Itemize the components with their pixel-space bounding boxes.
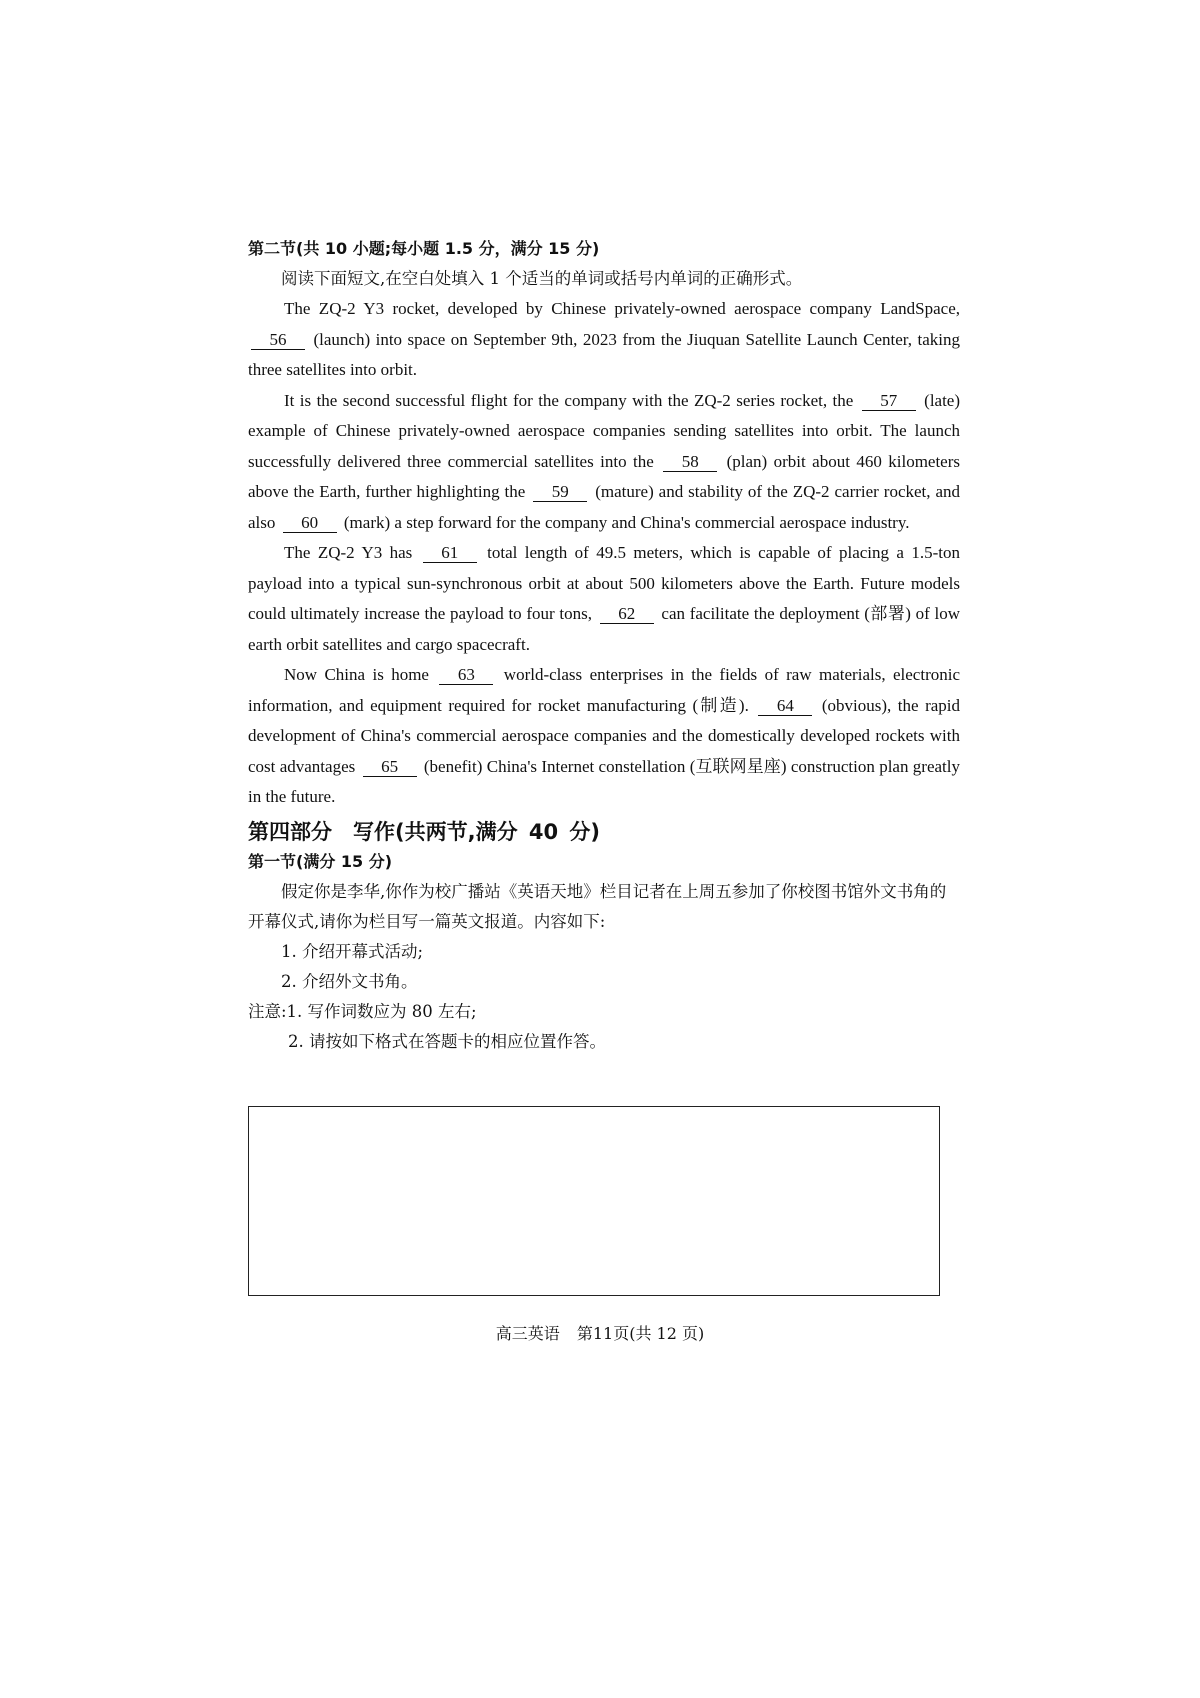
passage-text: (plan) orbit about 460 kilometers above the Earth, further highlighting the: [248, 451, 961, 501]
passage-paragraph-1: [248, 294, 960, 386]
writing-task: 假定你是李华,你作为校广播站《英语天地》栏目记者在上周五参加了你校图书馆外文书角的开幕仪式,请你为栏目写一篇英文报道。内容如下:: [248, 881, 947, 931]
section-2-instruction: 阅读下面短文,在空白处填入 1 个适当的单词或括号内单词的正确形式。: [281, 269, 803, 288]
passage-text: world-class enterprises in the fields of raw materials, electronic information, and equipment required for rocket manufacturing (制造).: [248, 665, 960, 715]
passage-text: (benefit) China's Internet constellation (互联网星座) construction plan greatly in the future.: [248, 756, 960, 806]
passage-text: (obvious), the rapid development of China's commercial aerospace companies and the domestically developed rockets with cost advantages: [248, 695, 961, 776]
blank-60[interactable]: 60: [283, 513, 337, 533]
passage-text: The ZQ-2 Y3 has: [284, 543, 413, 562]
writing-note-item-2: 2. 请按如下格式在答题卡的相应位置作答。: [288, 1031, 606, 1051]
blank-57[interactable]: 57: [862, 391, 916, 411]
writing-item-2: 2. 介绍外文书角。: [281, 971, 418, 991]
writing-item-1: 1. 介绍开幕式活动;: [281, 941, 424, 961]
exam-page: [248, 236, 960, 1057]
passage-text: (launch) into space on September 9th, 2023 from the Jiuquan Satellite Launch Center, taking three satellites into orbit.: [248, 329, 960, 379]
section-2-heading: 第二节(共 10 小题;每小题 1.5 分，满分 15 分): [248, 239, 600, 258]
passage-text: can facilitate the deployment (部署) of low earth orbit satellites and cargo spacecraft.: [248, 604, 961, 654]
blank-56[interactable]: 56: [251, 330, 305, 350]
passage-text: (late) example of Chinese privately-owned aerospace companies sending satellites into orbit. The launch successfully delivered three commercial satellites into the: [248, 390, 961, 471]
passage-paragraph-2: [248, 386, 960, 539]
passage-text: total length of 49.5 meters, which is capable of placing a 1.5-ton payload into a typical sun-synchronous orbit at about 500 kilometers above the Earth. Future models could ultimately increase the payload to four tons,: [248, 543, 961, 623]
blank-62[interactable]: 62: [600, 604, 654, 624]
passage-paragraph-4: [248, 660, 960, 813]
answer-box[interactable]: [248, 1106, 940, 1296]
part-4-heading: 第四部分 写作(共两节,满分 40 分): [248, 819, 601, 844]
writing-note: 注意:1. 写作词数应为 80 左右;: [248, 1001, 477, 1021]
blank-58[interactable]: 58: [663, 452, 717, 472]
blank-65[interactable]: 65: [363, 757, 417, 777]
passage-text: Now China is home: [284, 665, 429, 684]
blank-63[interactable]: 63: [439, 665, 493, 685]
passage-text: The ZQ-2 Y3 rocket, developed by Chinese privately-owned aerospace company LandSpace,: [284, 299, 960, 318]
passage-text: (mark) a step forward for the company and China's commercial aerospace industry.: [343, 512, 910, 532]
blank-64[interactable]: 64: [758, 696, 812, 716]
part-4-section-1-heading: 第一节(满分 15 分): [248, 851, 393, 871]
passage-text: (mature) and stability of the ZQ-2 carrier rocket, and also: [248, 482, 961, 532]
footer-subject: 高三英语: [495, 1324, 560, 1343]
passage-text: It is the second successful flight for the company with the ZQ-2 series rocket, the: [284, 390, 854, 410]
blank-61[interactable]: 61: [423, 543, 477, 563]
passage-paragraph-3: [248, 538, 960, 660]
blank-59[interactable]: 59: [533, 482, 587, 502]
page-footer: [0, 1322, 1200, 1346]
footer-page-number: 第11页(共 12 页): [576, 1324, 705, 1343]
